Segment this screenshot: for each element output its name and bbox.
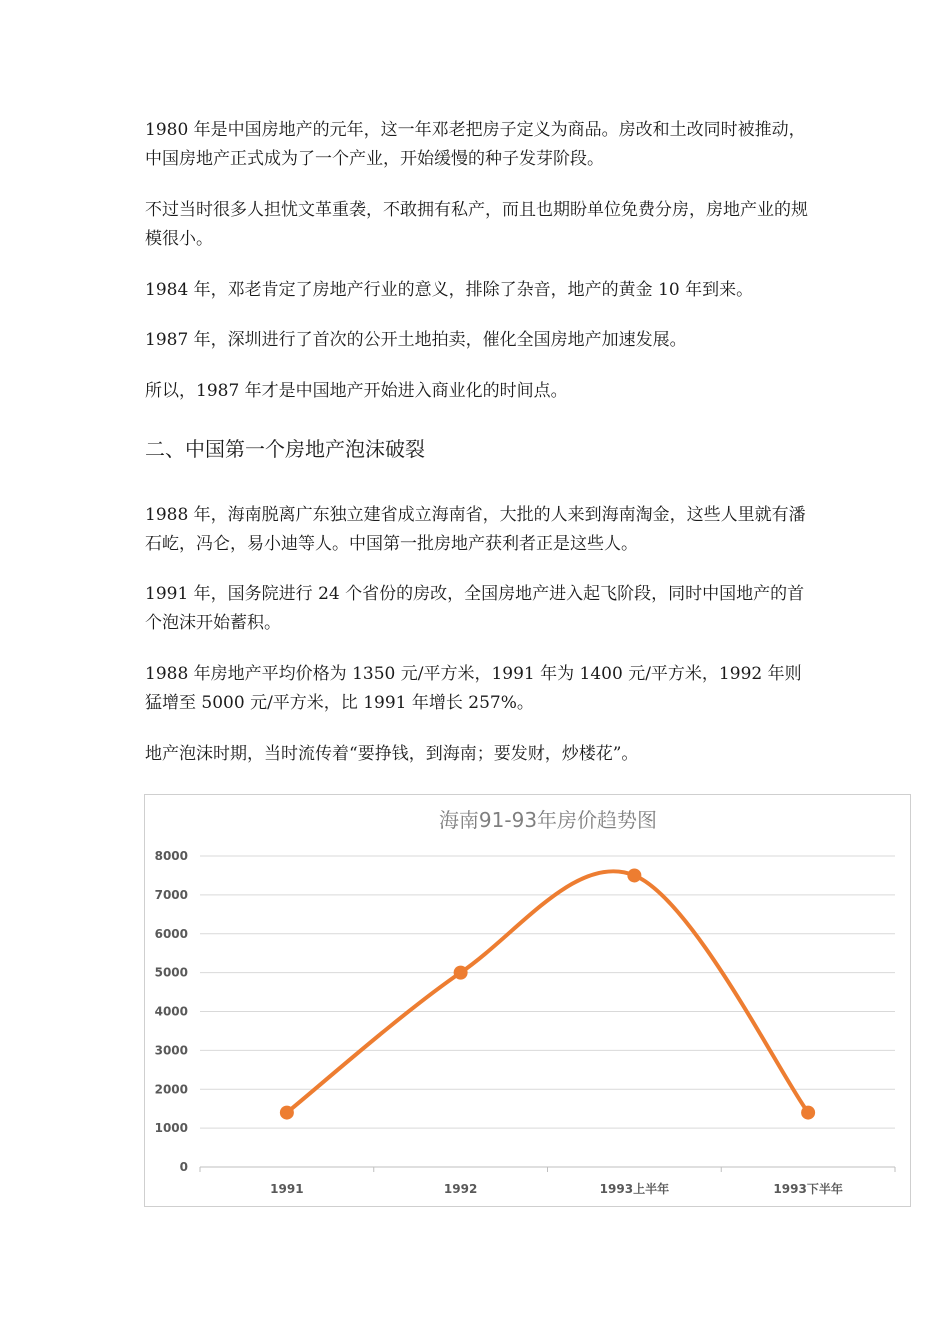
y-tick-label: 6000 — [154, 926, 188, 941]
paragraph-commercialization: 所以，1987 年才是中国地产开始进入商业化的时间点。 — [145, 381, 568, 401]
y-tick-label: 1000 — [154, 1121, 188, 1136]
x-tick-label: 1993下半年 — [773, 1182, 843, 1196]
y-tick-label: 2000 — [154, 1082, 188, 1097]
x-axis-ticks — [200, 1167, 895, 1196]
y-tick-label: 7000 — [154, 887, 188, 902]
paragraph-prices: 1988 年房地产平均价格为 1350 元/平方米，1991 年为 1400 元/平方米，1992 年则猛增至 5000 元/平方米，比 1991 年增长 257%。 — [145, 664, 802, 713]
paragraph-1984: 1984 年，邓老肯定了房地产行业的意义，排除了杂音，地产的黄金 10 年到来。 — [145, 280, 754, 300]
series-line — [287, 871, 808, 1112]
data-point — [280, 1106, 294, 1120]
y-tick-label: 8000 — [154, 849, 188, 863]
section-heading: 二、中国第一个房地产泡沫破裂 — [145, 437, 425, 461]
paragraph-1988: 1988 年，海南脱离广东独立建省成立海南省，大批的人来到海南淘金，这些人里就有潘石屹，冯仑，易小迪等人。中国第一批房地产获利者正是这些人。 — [145, 505, 806, 554]
paragraph-1980: 1980 年是中国房地产的元年，这一年邓老把房子定义为商品。房改和土改同时被推动，中国房地产正式成为了一个产业，开始缓慢的种子发芽阶段。 — [145, 120, 806, 169]
x-tick-label: 1993上半年 — [599, 1182, 670, 1196]
data-point — [627, 868, 641, 882]
y-tick-label: 3000 — [154, 1043, 188, 1058]
paragraph-bubble-saying: 地产泡沫时期，当时流传着“要挣钱，到海南；要发财，炒楼花”。 — [145, 744, 639, 764]
data-point — [801, 1106, 815, 1120]
chart-series — [280, 868, 815, 1119]
paragraph-concerns: 不过当时很多人担忧文革重袭，不敢拥有私产，而且也期盼单位免费分房，房地产业的规模很小。 — [145, 200, 808, 249]
chart-canvas — [145, 795, 912, 1208]
y-tick-label: 5000 — [154, 965, 188, 980]
x-tick-label: 1991 — [270, 1182, 304, 1196]
chart-title: 海南91-93年房价趋势图 — [438, 808, 658, 832]
price-trend-chart — [144, 794, 911, 1207]
y-axis-ticks — [155, 849, 188, 1174]
x-tick-label: 1992 — [443, 1182, 478, 1196]
paragraph-1987: 1987 年，深圳进行了首次的公开土地拍卖，催化全国房地产加速发展。 — [145, 330, 687, 350]
paragraph-1991: 1991 年，国务院进行 24 个省份的房改，全国房地产进入起飞阶段，同时中国地产的首个泡沫开始蓄积。 — [145, 584, 805, 633]
y-tick-label: 4000 — [154, 1004, 188, 1019]
data-point — [454, 966, 468, 980]
y-tick-label: 0 — [179, 1160, 188, 1174]
